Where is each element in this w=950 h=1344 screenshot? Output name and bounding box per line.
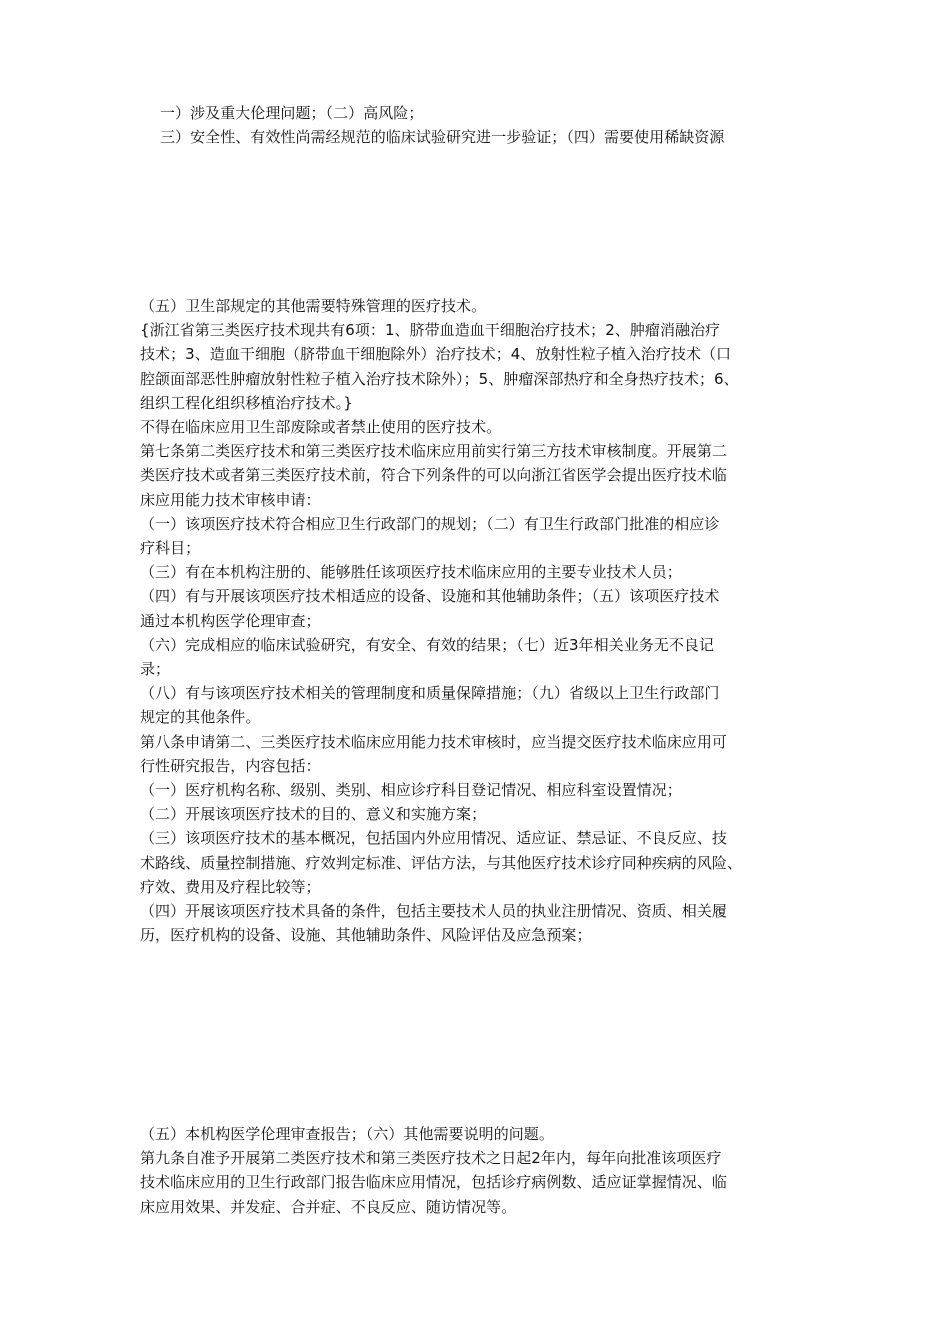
- text-line: 规定的其他条件。: [140, 708, 261, 727]
- text-block-middle: [140, 294, 820, 947]
- text-line: （四）开展该项医疗技术具备的条件，包括主要技术人员的执业注册情况、资质、相关履: [140, 902, 727, 921]
- text-line: 通过本机构医学伦理审查；: [140, 611, 321, 630]
- text-line: 行性研究报告，内容包括：: [140, 756, 321, 775]
- text-line: 疗效、费用及疗程比较等；: [140, 877, 321, 896]
- text-line: 三）安全性、有效性尚需经规范的临床试验研究进一步验证；（四）需要使用稀缺资源: [160, 128, 725, 147]
- text-line: 录；: [140, 660, 171, 679]
- text-line: 疗科目；: [140, 539, 201, 558]
- text-line: 术路线、质量控制措施、疗效判定标准、评估方法，与其他医疗技术诊疗同种疾病的风险、: [140, 853, 743, 872]
- text-line: 一）涉及重大伦理问题；（二）高风险；: [160, 104, 424, 122]
- text-line: （六）完成相应的临床试验研究，有安全、有效的结果；（七）近3年相关业务无不良记: [140, 635, 714, 654]
- text-line: 第八条申请第二、三类医疗技术临床应用能力技术审核时，应当提交医疗技术临床应用可: [140, 732, 727, 751]
- text-line: （一）医疗机构名称、级别、类别、相应诊疗科目登记情况、相应科室设置情况；: [140, 781, 682, 800]
- text-line: （五）本机构医学伦理审查报告；（六）其他需要说明的问题。: [140, 1125, 554, 1143]
- text-line: （五）卫生部规定的其他需要特殊管理的医疗技术。: [140, 297, 487, 315]
- text-line: 不得在临床应用卫生部废除或者禁止使用的医疗技术。: [140, 418, 502, 437]
- text-line: {浙江省第三类医疗技术现共有6项：1、脐带血造血干细胞治疗技术；2、肿瘤消融治疗: [140, 321, 721, 340]
- text-line: 类医疗技术或者第三类医疗技术前，符合下列条件的可以向浙江省医学会提出医疗技术临: [140, 466, 727, 485]
- text-line: 第九条自准予开展第二类医疗技术和第三类医疗技术之日起2年内，每年向批准该项医疗: [140, 1149, 722, 1168]
- text-line: （八）有与该项医疗技术相关的管理制度和质量保障措施；（九）省级以上卫生行政部门: [140, 684, 720, 703]
- text-line: 腔颌面部恶性肿瘤放射性粒子植入治疗技术除外）；5、肿瘤深部热疗和全身热疗技术；6、: [140, 369, 739, 388]
- text-line: 床应用效果、并发症、合并症、不良反应、随访情况等。: [140, 1197, 517, 1216]
- text-line: 第七条第二类医疗技术和第三类医疗技术临床应用前实行第三方技术审核制度。开展第二: [140, 442, 727, 461]
- text-line: （二）开展该项医疗技术的目的、意义和实施方案；: [140, 805, 487, 824]
- text-line: 技术临床应用的卫生行政部门报告临床应用情况，包括诊疗病例数、适应证掌握情况、临: [140, 1173, 727, 1192]
- text-line: （四）有与开展该项医疗技术相适应的设备、设施和其他辅助条件；（五）该项医疗技术: [140, 587, 720, 606]
- text-line: 技术；3、造血干细胞（脐带血干细胞除外）治疗技术；4、放射性粒子植入治疗技术（口: [140, 345, 732, 364]
- text-block-top: [160, 101, 840, 149]
- text-line: （三）有在本机构注册的、能够胜任该项医疗技术临床应用的主要专业技术人员；: [140, 563, 682, 582]
- text-line: （一）该项医疗技术符合相应卫生行政部门的规划；（二）有卫生行政部门批准的相应诊: [140, 514, 720, 533]
- text-line: 历，医疗机构的设备、设施、其他辅助条件、风险评估及应急预案；: [140, 926, 592, 945]
- text-line: 组织工程化组织移植治疗技术。}: [140, 393, 353, 412]
- text-block-bottom: [140, 1122, 820, 1219]
- text-line: 床应用能力技术审核申请：: [140, 490, 321, 509]
- text-line: （三）该项医疗技术的基本概况，包括国内外应用情况、适应证、禁忌证、不良反应、技: [140, 829, 727, 848]
